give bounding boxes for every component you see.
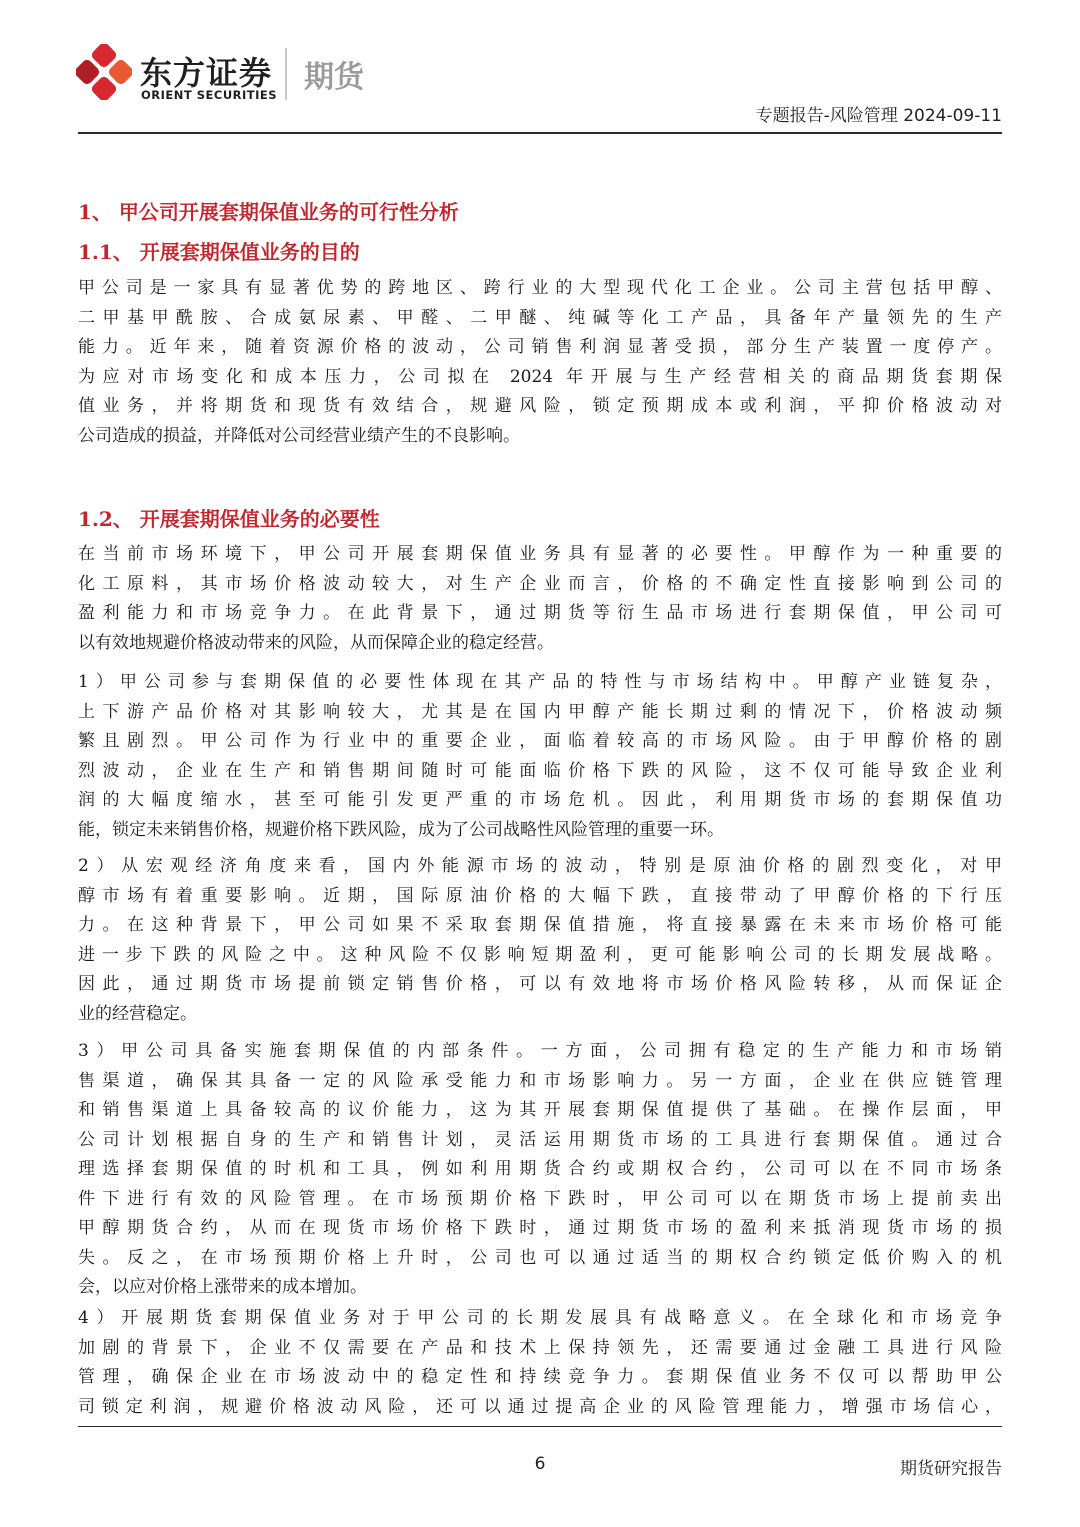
text-line: 管理，确保企业在市场波动中的稳定性和持续竞争力。套期保值业务不仅可以帮助甲公 [78, 1367, 1002, 1387]
text-line: 失。反之，在市场预期价格上升时，公司也可以通过适当的期权合约锁定低价购入的机 [78, 1247, 1002, 1268]
text-line: 1）甲公司参与套期保值的必要性体现在其产品的特性与市场结构中。甲醇产业链复杂， [78, 672, 1002, 692]
point-2-paragraph [78, 852, 1002, 1029]
text-line: 醇市场有着重要影响。近期，国际原油价格的大幅下跌，直接带动了甲醇价格的下行压 [78, 885, 1002, 906]
point-4-paragraph [78, 1304, 1002, 1422]
footer-divider [78, 1426, 1002, 1427]
text-line: 售渠道，确保其具备一定的风险承受能力和市场影响力。另一方面，企业在供应链管理 [78, 1070, 1002, 1091]
section-1-2-heading: 1.2、 开展套期保值业务的必要性 [78, 507, 380, 531]
text-line: 2）从宏观经济角度来看，国内外能源市场的波动，特别是原油价格的剧烈变化，对甲 [78, 856, 1002, 876]
orient-securities-logo-icon [76, 44, 132, 100]
page-number: 6 [534, 1454, 546, 1474]
text-line: 进一步下跌的风险之中。这种风险不仅影响短期盈利，更可能影响公司的长期发展战略。 [78, 944, 1002, 965]
point-3-paragraph [78, 1037, 1002, 1303]
text-line: 公司造成的损益，并降低对公司经营业绩产生的不良影响。 [78, 425, 520, 446]
text-line: 件下进行有效的风险管理。在市场预期价格下跌时，甲公司可以在期货市场上提前卖出 [78, 1188, 1002, 1209]
text-line: 力。在这种背景下，甲公司如果不采取套期保值措施，将直接暴露在未来市场价格可能 [78, 915, 1002, 935]
footer-report-label: 期货研究报告 [900, 1459, 1002, 1479]
text-line: 甲公司是一家具有显著优势的跨地区、跨行业的大型现代化工企业。公司主营包括甲醇、 [78, 278, 1002, 298]
text-line: 4）开展期货套期保值业务对于甲公司的长期发展具有战略意义。在全球化和市场竞争 [78, 1308, 1002, 1328]
section-1-2-intro-paragraph [78, 540, 1002, 658]
point-1-paragraph [78, 668, 1002, 845]
section-1-1-heading: 1.1、 开展套期保值业务的目的 [78, 240, 360, 264]
text-line: 繁且剧烈。甲公司作为行业中的重要企业，面临着较高的市场风险。由于甲醇价格的剧 [78, 731, 1002, 751]
text-line: 盈利能力和市场竞争力。在此背景下，通过期货等衍生品市场进行套期保值，甲公司可 [78, 603, 1002, 623]
text-line: 会，以应对价格上涨带来的成本增加。 [78, 1277, 367, 1297]
section-1-heading: 1、 甲公司开展套期保值业务的可行性分析 [78, 200, 459, 224]
text-line: 以有效地规避价格波动带来的风险，从而保障企业的稳定经营。 [78, 632, 554, 653]
text-line: 司锁定利润，规避价格波动风险，还可以通过提高企业的风险管理能力，增强市场信心， [78, 1396, 1002, 1417]
text-line: 加剧的背景下，企业不仅需要在产品和技术上保持领先，还需要通过金融工具进行风险 [78, 1337, 1002, 1358]
text-line: 值业务，并将期货和现货有效结合，规避风险，锁定预期成本或利润，平抑价格波动对 [78, 396, 1002, 416]
brand-name-en: ORIENT SECURITIES [141, 88, 278, 102]
text-line: 业的经营稳定。 [78, 1003, 197, 1024]
text-line: 在当前市场环境下，甲公司开展套期保值业务具有显著的必要性。甲醇作为一种重要的 [78, 544, 1002, 564]
text-line: 二甲基甲酰胺、合成氨尿素、甲醛、二甲醚、纯碱等化工产品，具备年产量领先的生产 [78, 307, 1002, 328]
brand-unit: 期货 [304, 60, 364, 95]
text-line: 理选择套期保值的时机和工具，例如利用期货合约或期权合约，公司可以在不同市场条 [78, 1159, 1002, 1179]
text-line: 甲醇期货合约，从而在现货市场价格下跌时，通过期货市场的盈利来抵消现货市场的损 [78, 1218, 1002, 1238]
text-line: 能力。近年来，随着资源价格的波动，公司销售利润显著受损，部分生产装置一度停产。 [78, 337, 1002, 357]
text-line: 公司计划根据自身的生产和销售计划，灵活运用期货市场的工具进行套期保值。通过合 [78, 1129, 1002, 1150]
section-1-1-paragraph [78, 274, 1002, 451]
header-divider [78, 132, 1002, 134]
report-type-date: 专题报告-风险管理 2024-09-11 [755, 106, 1002, 126]
text-line: 为应对市场变化和成本压力，公司拟在 2024 年开展与生产经营相关的商品期货套期保 [78, 366, 1002, 387]
brand-name-cn: 东方证券 [140, 54, 273, 92]
text-line: 能，锁定未来销售价格，规避价格下跌风险，成为了公司战略性风险管理的重要一环。 [78, 819, 724, 840]
text-line: 因此，通过期货市场提前锁定销售价格，可以有效地将市场价格风险转移，从而保证企 [78, 974, 1002, 994]
text-line: 烈波动，企业在生产和销售期间随时可能面临价格下跌的风险，这不仅可能导致企业利 [78, 760, 1002, 781]
text-line: 上下游产品价格对其影响较大，尤其是在国内甲醇产能长期过剩的情况下，价格波动频 [78, 701, 1002, 722]
text-line: 化工原料，其市场价格波动较大，对生产企业而言，价格的不确定性直接影响到公司的 [78, 573, 1002, 594]
text-line: 和销售渠道上具备较高的议价能力，这为其开展套期保值提供了基础。在操作层面，甲 [78, 1100, 1002, 1120]
brand-divider [285, 48, 287, 100]
text-line: 润的大幅度缩水，甚至可能引发更严重的市场危机。因此，利用期货市场的套期保值功 [78, 790, 1002, 810]
text-line: 3）甲公司具备实施套期保值的内部条件。一方面，公司拥有稳定的生产能力和市场销 [78, 1041, 1002, 1061]
